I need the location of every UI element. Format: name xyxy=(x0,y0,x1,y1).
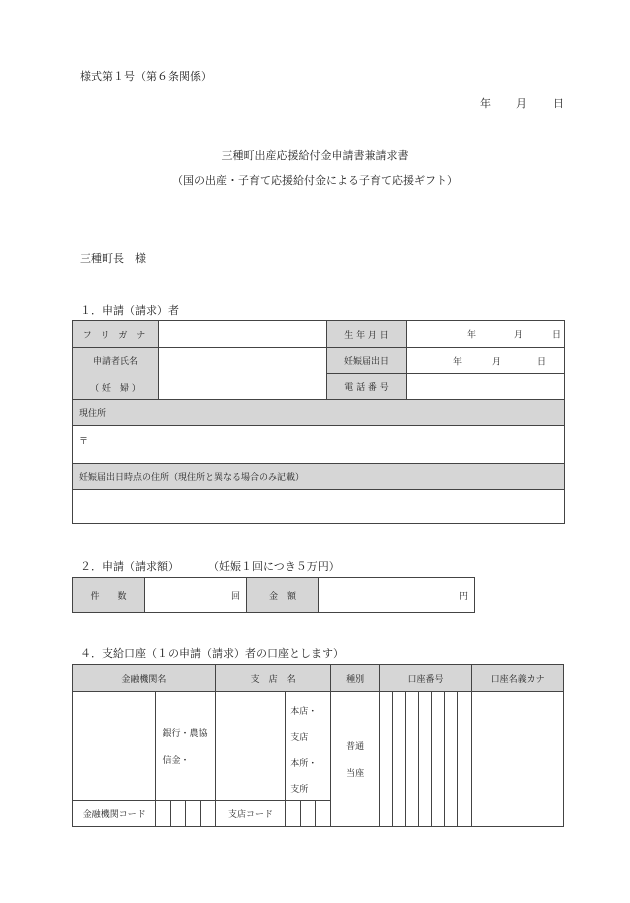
furigana-label: フ リ ガ ナ xyxy=(73,321,159,348)
count-input[interactable] xyxy=(145,578,247,613)
amount-input[interactable] xyxy=(319,578,475,613)
branch-type-3: 本所・ xyxy=(290,758,318,769)
report-date-year: 年 xyxy=(453,357,463,367)
section1-heading: １．申請（請求）者 xyxy=(80,304,179,317)
branch-name-header: 支 店 名 xyxy=(215,665,331,692)
account-digit-2[interactable] xyxy=(392,692,405,827)
account-digit-4[interactable] xyxy=(418,692,431,827)
applicant-name-label-cell xyxy=(73,348,159,400)
birthdate-year: 年 xyxy=(467,330,477,341)
bank-account-table xyxy=(72,664,564,827)
bank-type-1: 銀行・農協 xyxy=(162,729,208,739)
section2-note: （妊娠１回につき５万円） xyxy=(208,560,340,573)
count-label: 件 数 xyxy=(73,578,145,613)
form-number: 様式第１号（第６条関係） xyxy=(80,70,212,83)
amount-unit: 円 xyxy=(458,591,468,602)
current-address-input[interactable] xyxy=(73,426,565,464)
document-subtitle: （国の出産・子育て応援給付金による子育て応援ギフト） xyxy=(172,174,458,187)
date-month-label: 月 xyxy=(516,97,527,110)
date-year-label: 年 xyxy=(480,97,491,110)
branch-code-digit-1[interactable] xyxy=(286,801,301,827)
birthdate-day: 日 xyxy=(552,330,562,341)
account-digit-7[interactable] xyxy=(458,692,472,827)
account-holder-header: 口座名義カナ xyxy=(472,665,564,692)
section4-heading: ４．支給口座（１の申請（請求）者の口座とします） xyxy=(80,647,344,660)
report-date-month: 月 xyxy=(492,357,502,367)
phone-input[interactable] xyxy=(407,374,565,400)
birthdate-label: 生 年 月 日 xyxy=(327,321,407,348)
account-type-ordinary: 普通 xyxy=(346,742,365,752)
pregnancy-address-input[interactable] xyxy=(73,490,565,524)
applicant-name-input[interactable] xyxy=(159,348,327,400)
amount-label: 金 額 xyxy=(247,578,319,613)
postal-mark: 〒 xyxy=(79,437,89,447)
branch-code-digit-2[interactable] xyxy=(301,801,316,827)
account-digit-6[interactable] xyxy=(445,692,458,827)
account-number-header: 口座番号 xyxy=(379,665,472,692)
bank-code-digit-2[interactable] xyxy=(170,801,185,827)
branch-name-input[interactable] xyxy=(215,692,285,801)
claim-amount-table xyxy=(72,577,475,613)
count-unit: 回 xyxy=(230,591,240,602)
branch-type-2: 支店 xyxy=(290,732,309,743)
pregnancy-report-date-input[interactable] xyxy=(407,348,565,374)
account-digit-5[interactable] xyxy=(432,692,445,827)
applicant-name-sub-label: （ 妊 婦 ） xyxy=(90,383,141,394)
current-address-label: 現住所 xyxy=(73,400,565,426)
birthdate-input[interactable] xyxy=(407,321,565,348)
branch-code-digit-3[interactable] xyxy=(316,801,331,827)
document-title: 三種町出産応援給付金申請書兼請求書 xyxy=(221,149,409,162)
furigana-input[interactable] xyxy=(159,321,327,348)
bank-code-digit-4[interactable] xyxy=(200,801,215,827)
applicant-name-label: 申請者氏名 xyxy=(92,356,138,367)
branch-type-cell xyxy=(286,692,331,801)
bank-code-digit-3[interactable] xyxy=(185,801,200,827)
report-date-day: 日 xyxy=(537,357,547,367)
account-digit-1[interactable] xyxy=(379,692,392,827)
account-holder-input[interactable] xyxy=(472,692,564,827)
date-day-label: 日 xyxy=(553,97,564,110)
section2-heading: ２．申請（請求額） xyxy=(80,560,179,573)
branch-code-label: 支店コード xyxy=(215,801,285,827)
account-type-current: 当座 xyxy=(346,769,365,779)
bank-type-2: 信金・ xyxy=(162,756,190,766)
birthdate-month: 月 xyxy=(514,330,524,341)
bank-code-label: 金融機関コード xyxy=(73,801,156,827)
addressee: 三種町長 様 xyxy=(80,252,146,265)
account-type-cell xyxy=(331,692,379,827)
bank-type-cell xyxy=(156,692,215,801)
bank-code-digit-1[interactable] xyxy=(156,801,170,827)
branch-type-1: 本店・ xyxy=(290,706,318,717)
applicant-table xyxy=(72,320,565,524)
pregnancy-report-date-label: 妊娠届出日 xyxy=(327,348,407,374)
bank-name-input[interactable] xyxy=(73,692,156,801)
account-type-header: 種別 xyxy=(331,665,379,692)
phone-label: 電 話 番 号 xyxy=(327,374,407,400)
pregnancy-address-label: 妊娠届出日時点の住所（現住所と異なる場合のみ記載） xyxy=(73,464,565,490)
bank-name-header: 金融機関名 xyxy=(73,665,216,692)
account-digit-3[interactable] xyxy=(405,692,418,827)
branch-type-4: 支所 xyxy=(290,784,309,795)
